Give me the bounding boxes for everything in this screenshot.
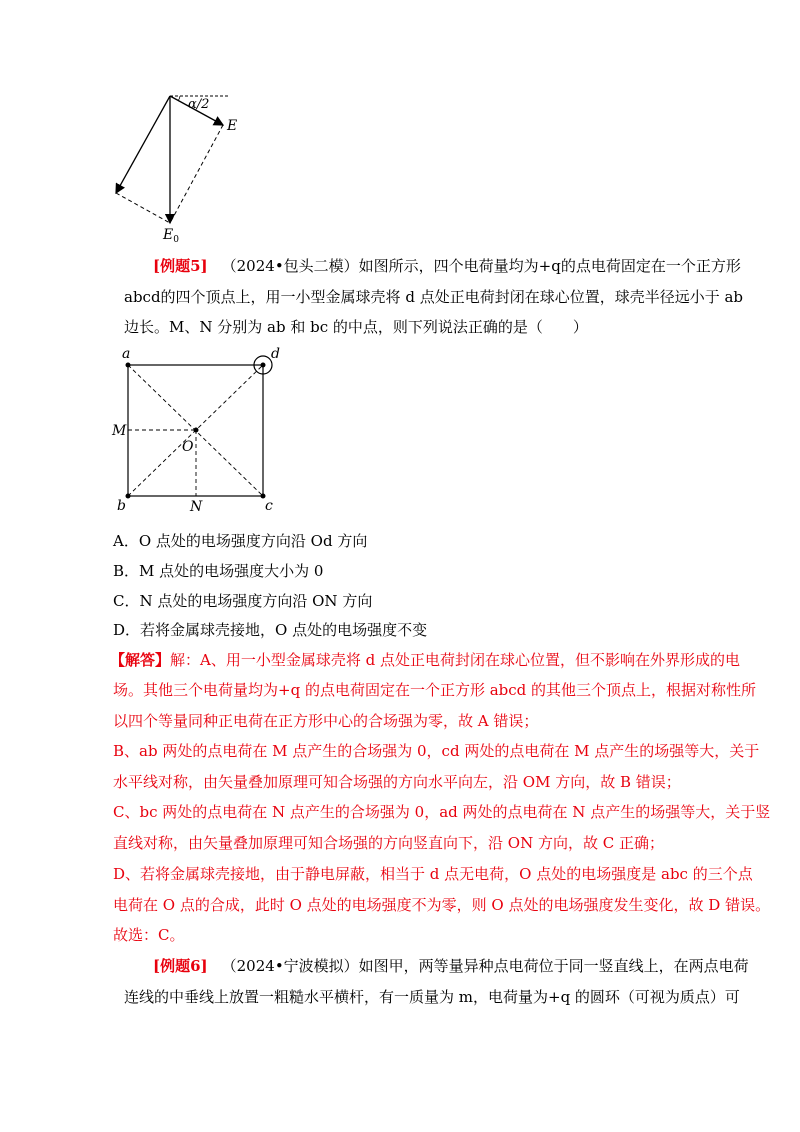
answer-line5: 水平线对称，由矢量叠加原理可知合场强的方向水平向左，沿 OM 方向，故 B 错误； — [113, 773, 681, 791]
point-o — [194, 428, 199, 433]
vector-figure — [100, 85, 260, 245]
charge-b — [126, 494, 131, 499]
answer-line4: B、ab 两处的点电荷在 M 点产生的合场强为 0，cd 两处的点电荷在 M 点产生的场强等大，关于 — [113, 742, 760, 760]
charge-a — [126, 363, 131, 368]
charge-d — [261, 363, 266, 368]
label-o: O — [182, 439, 194, 455]
answer-line6: C、bc 两处的点电荷在 N 点产生的合场强为 0，ad 两处的点电荷在 N 点产生的场强等大，关于竖 — [113, 803, 771, 821]
answer-line1: 【解答】解：A、用一小型金属球壳将 d 点处正电荷封闭在球心位置，但不影响在外界形成的电 — [110, 651, 740, 669]
example5-line3: 边长。M、N 分别为 ab 和 bc 的中点，则下列说法正确的是（ ） — [124, 318, 588, 336]
option-d: D．若将金属球壳接地，O 点处的电场强度不变 — [113, 621, 428, 639]
option-c: C．N 点处的电场强度方向沿 ON 方向 — [113, 592, 373, 610]
answer-tag: 【解答】 — [110, 651, 171, 669]
answer-line7: 直线对称，由矢量叠加原理可知合场强的方向竖直向下，沿 ON 方向，故 C 正确； — [113, 834, 664, 852]
label-c: c — [265, 498, 273, 514]
label-d: d — [271, 346, 280, 362]
example5-line2: abcd的四个顶点上，用一小型金属球壳将 d 点处正电荷封闭在球心位置，球壳半径远小于 ab — [124, 288, 744, 306]
option-a: A．O 点处的电场强度方向沿 Od 方向 — [113, 532, 368, 550]
answer-line8: D、若将金属球壳接地，由于静电屏蔽，相当于 d 点无电荷，O 点处的电场强度是 abc 的三个点 — [113, 865, 753, 883]
answer-line2: 场。其他三个电荷量均为+q 的点电荷固定在一个正方形 abcd 的其他三个顶点上，根据对称性所 — [113, 681, 757, 699]
label-b: b — [117, 498, 126, 514]
example6-line1: [例题6] （2024•宁波模拟）如图甲，两等量异种点电荷位于同一竖直线上，在两点电荷 — [153, 957, 749, 975]
label-n: N — [190, 499, 203, 515]
option-b: B．M 点处的电场强度大小为 0 — [113, 562, 324, 580]
resultant-vector — [116, 96, 170, 193]
answer-line3: 以四个等量同种正电荷在正方形中心的合场强为零，故 A 错误； — [113, 712, 539, 730]
dashed-parallel-2 — [116, 193, 170, 223]
example6-line2: 连线的中垂线上放置一粗糙水平横杆，有一质量为 m，电荷量为+q 的圆环（可视为质点）可 — [124, 988, 740, 1006]
example6-tag: [例题6] — [153, 957, 208, 975]
answer-line10: 故选：C。 — [113, 926, 185, 944]
example5-line1: [例题5] （2024•包头二模）如图所示，四个电荷量均为+q的点电荷固定在一个正方形 — [153, 257, 741, 275]
answer-line9: 电荷在 O 点的合成，此时 O 点处的电场强度不为零，则 O 点处的电场强度发生变化，故 D 错误。 — [113, 896, 771, 914]
e0-label: $E_0$ — [163, 227, 179, 245]
label-a: a — [122, 346, 131, 362]
square-figure — [110, 345, 285, 515]
label-m: M — [112, 423, 127, 439]
example5-tag: [例题5] — [153, 257, 208, 275]
angle-label: α/2 — [188, 97, 210, 112]
dashed-parallel-1 — [170, 125, 223, 223]
e-label: E — [227, 118, 238, 134]
